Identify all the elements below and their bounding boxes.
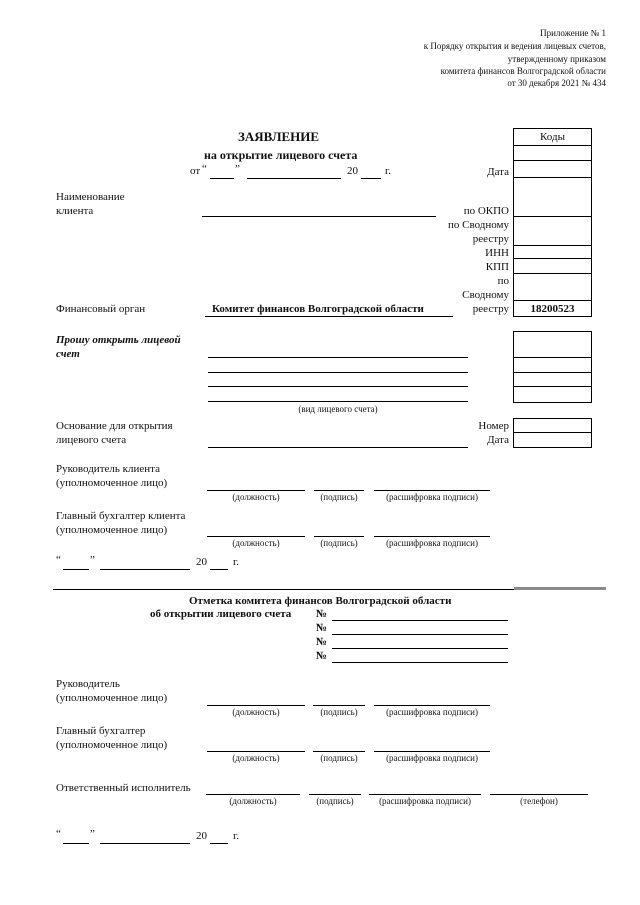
- executor-phone-line[interactable]: [490, 794, 588, 795]
- request-line-4[interactable]: [208, 401, 468, 402]
- mark-acc-label-1: Главный бухгалтер: [56, 725, 146, 737]
- mark-head-position-caption: (должность): [232, 707, 280, 717]
- client-head-signature-caption: (подпись): [320, 492, 358, 502]
- client-acc-position-line[interactable]: [207, 536, 305, 537]
- codes-divider-okpo: [513, 216, 592, 217]
- executor-label: Ответственный исполнитель: [56, 782, 191, 794]
- codes-inn-label: ИНН: [485, 247, 509, 259]
- mark-head-label-1: Руководитель: [56, 678, 120, 690]
- mark-year-line[interactable]: [210, 843, 228, 844]
- fin-org-value: Комитет финансов Волгоградской области: [212, 303, 424, 315]
- mark-acc-signature-caption: (подпись): [320, 753, 358, 763]
- codes-kpp-label: КПП: [485, 261, 509, 273]
- codes-svod-value: 18200523: [530, 303, 575, 315]
- client-acc-signature-caption: (подпись): [320, 538, 358, 548]
- mark-head-label-2: (уполномоченное лицо): [56, 692, 168, 704]
- codes-po-label: по: [497, 275, 509, 287]
- appendix-line-4: комитета финансов Волгоградской области: [440, 66, 606, 76]
- executor-decoding-caption: (расшифровка подписи): [379, 796, 471, 806]
- request-codes-divider-1: [513, 357, 592, 358]
- codes-svod3-label: Сводному: [462, 289, 509, 301]
- client-acc-label-1: Главный бухгалтер клиента: [56, 510, 186, 522]
- request-line-1[interactable]: [208, 357, 468, 358]
- appendix-line-1: Приложение № 1: [540, 28, 606, 38]
- codes-svod2-label: реестру: [472, 233, 509, 245]
- mark-no-3: №: [316, 636, 328, 648]
- codes-divider-svod: [513, 245, 592, 246]
- request-codes-divider-3: [513, 386, 592, 387]
- basis-codes-divider: [513, 432, 592, 433]
- client-year-prefix: 20: [196, 556, 207, 568]
- codes-divider-date: [513, 177, 592, 178]
- basis-codes-box: [513, 418, 592, 448]
- basis-number-label: Номер: [478, 420, 509, 432]
- fin-org-line: [205, 316, 453, 317]
- mark-head-signature-caption: (подпись): [320, 707, 358, 717]
- mark-no-1: №: [316, 608, 328, 620]
- codes-box: [513, 128, 592, 317]
- appendix-line-2: к Порядку открытия и ведения лицевых счетов,: [423, 41, 606, 51]
- mark-no-2: №: [316, 622, 328, 634]
- codes-divider-header: [513, 145, 592, 146]
- basis-label-2: лицевого счета: [56, 434, 127, 446]
- mark-acc-decoding-caption: (расшифровка подписи): [386, 753, 478, 763]
- mark-date-close-quote: ”: [90, 828, 95, 840]
- mark-no-line-4[interactable]: [332, 662, 508, 663]
- mark-head-position-line[interactable]: [207, 705, 305, 706]
- basis-date-label: Дата: [487, 434, 509, 446]
- codes-date-label: Дата: [487, 166, 509, 178]
- codes-svod1-label: по Сводному: [447, 219, 509, 231]
- codes-okpo-label: по ОКПО: [463, 205, 509, 217]
- header-year-line[interactable]: [361, 178, 381, 179]
- client-month-line[interactable]: [100, 569, 190, 570]
- client-head-decoding-line[interactable]: [374, 490, 490, 491]
- mark-title-1: Отметка комитета финансов Волгоградской области: [189, 595, 452, 607]
- fin-org-label: Финансовый орган: [56, 303, 146, 315]
- mark-date-suffix: г.: [233, 830, 240, 842]
- mark-acc-decoding-line[interactable]: [374, 751, 490, 752]
- basis-line[interactable]: [208, 447, 468, 448]
- mark-acc-position-line[interactable]: [207, 751, 305, 752]
- separator-thick: [514, 587, 606, 590]
- request-codes-divider-2: [513, 372, 592, 373]
- codes-divider-svod2: [513, 300, 592, 301]
- mark-acc-position-caption: (должность): [232, 753, 280, 763]
- client-acc-signature-line[interactable]: [314, 536, 364, 537]
- codes-header: Коды: [540, 131, 565, 143]
- executor-position-caption: (должность): [229, 796, 277, 806]
- client-acc-label-2: (уполномоченное лицо): [56, 524, 168, 536]
- header-date-from: от: [190, 165, 201, 177]
- client-head-decoding-caption: (расшифровка подписи): [386, 492, 478, 502]
- header-date-suffix: г.: [385, 165, 392, 177]
- executor-decoding-line[interactable]: [369, 794, 481, 795]
- mark-title-2: об открытии лицевого счета: [150, 608, 292, 620]
- form-title: ЗАЯВЛЕНИЕ: [238, 129, 320, 144]
- client-head-signature-line[interactable]: [314, 490, 364, 491]
- codes-divider-inn: [513, 258, 592, 259]
- header-date-close-quote: ”: [235, 163, 240, 175]
- form-subtitle: на открытие лицевого счета: [204, 148, 358, 162]
- header-day-line[interactable]: [210, 178, 234, 179]
- client-head-position-line[interactable]: [207, 490, 305, 491]
- client-name-line[interactable]: [202, 216, 436, 217]
- mark-head-signature-line[interactable]: [313, 705, 365, 706]
- executor-signature-caption: (подпись): [316, 796, 354, 806]
- appendix-line-5: от 30 декабря 2021 № 434: [507, 78, 606, 88]
- account-type-caption: (вид лицевого счета): [298, 404, 378, 414]
- client-acc-decoding-caption: (расшифровка подписи): [386, 538, 478, 548]
- request-line-3[interactable]: [208, 386, 468, 387]
- client-label-2: клиента: [56, 205, 94, 217]
- codes-divider-1: [513, 160, 592, 161]
- request-line-2[interactable]: [208, 372, 468, 373]
- codes-svod4-label: реестру: [472, 303, 509, 315]
- mark-no-line-3[interactable]: [332, 648, 508, 649]
- client-date-close-quote: ”: [90, 554, 95, 566]
- client-head-label-2: (уполномоченное лицо): [56, 477, 168, 489]
- codes-divider-kpp: [513, 273, 592, 274]
- request-label-2: счет: [56, 348, 80, 360]
- mark-date-open-quote: “: [56, 828, 61, 840]
- mark-no-line-1[interactable]: [332, 620, 508, 621]
- mark-day-line[interactable]: [63, 843, 89, 844]
- header-date-open-quote: “: [202, 163, 207, 175]
- mark-head-decoding-caption: (расшифровка подписи): [386, 707, 478, 717]
- client-head-position-caption: (должность): [232, 492, 280, 502]
- executor-position-line[interactable]: [206, 794, 300, 795]
- request-label-1: Прошу открыть лицевой: [56, 334, 181, 346]
- mark-no-line-2[interactable]: [332, 634, 508, 635]
- header-month-line[interactable]: [247, 178, 341, 179]
- client-label-1: Наименование: [56, 191, 125, 203]
- mark-month-line[interactable]: [100, 843, 190, 844]
- mark-acc-signature-line[interactable]: [313, 751, 365, 752]
- client-acc-position-caption: (должность): [232, 538, 280, 548]
- appendix-line-3: утвержденному приказом: [507, 54, 606, 64]
- request-codes-box: [513, 331, 592, 403]
- client-year-line[interactable]: [210, 569, 228, 570]
- client-date-open-quote: “: [56, 554, 61, 566]
- client-date-suffix: г.: [233, 556, 240, 568]
- executor-phone-caption: (телефон): [520, 796, 558, 806]
- client-acc-decoding-line[interactable]: [374, 536, 490, 537]
- executor-signature-line[interactable]: [309, 794, 361, 795]
- client-head-label-1: Руководитель клиента: [56, 463, 160, 475]
- mark-acc-label-2: (уполномоченное лицо): [56, 739, 168, 751]
- client-day-line[interactable]: [63, 569, 89, 570]
- mark-no-4: №: [316, 650, 328, 662]
- mark-head-decoding-line[interactable]: [374, 705, 490, 706]
- mark-year-prefix: 20: [196, 830, 207, 842]
- header-year-prefix: 20: [347, 165, 358, 177]
- basis-label-1: Основание для открытия: [56, 420, 173, 432]
